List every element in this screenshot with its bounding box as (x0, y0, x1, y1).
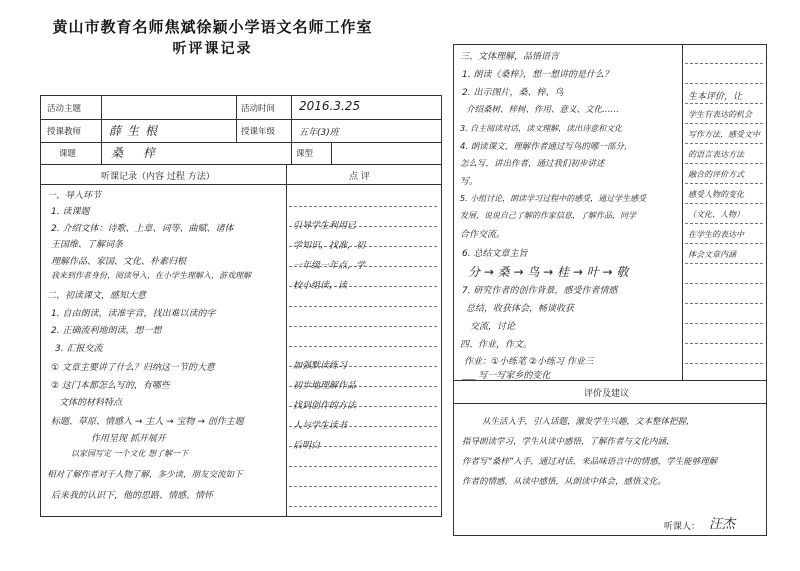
comment-line: 引导学生利用已 (293, 221, 357, 231)
right-form (453, 44, 767, 536)
comment-line: 初步地理解作品 (293, 381, 357, 391)
record-line: 3. 自主阅读对话，读文理解，读出诗意和文化 (460, 124, 623, 133)
comment-header: 点 评 (349, 172, 370, 182)
listener-signature: 汪杰 (709, 517, 736, 532)
comment-line: 的语言表达方法 (688, 150, 744, 159)
activity-time-value: 2016.3.25 (299, 99, 361, 113)
record-line: 我来到作者身份，阅读导入，在小学生理解入，游戏理解 (51, 271, 251, 280)
record-line: ___ 写一写家乡的变化 (462, 371, 551, 381)
activity-topic-label: 活动主题 (47, 104, 82, 114)
comment-line: 生本评价，让 (688, 92, 743, 102)
grade-label: 授课年级 (241, 127, 276, 137)
comment-line: 融合的评价方式 (688, 170, 744, 179)
record-line: 1. 自由朗读，读准字音，找出难以读的字 (51, 309, 216, 319)
record-line: 2. 正确流利地朗读，想一想 (51, 326, 162, 336)
comment-line: 写作方法，感受文中 (688, 130, 760, 139)
record-line: 7. 研究作者的创作背景，感受作者情感 (462, 286, 618, 296)
record-line: 相对了解作者对于人物了解，多少读，朋友交流如下 (47, 470, 243, 480)
lesson-value: 桑 梓 (111, 146, 163, 160)
lesson-label: 课题 (59, 149, 77, 159)
eval-line: 从生活入手，引入话题，激发学生兴趣，文本整体把握， (482, 417, 695, 427)
left-form (40, 95, 442, 517)
record-line: 以家园写定 一个文化 想了解一下 (71, 449, 189, 458)
record-line: 标题、草原、情感入 → 主人 → 宝物 → 创作主题 (51, 417, 244, 427)
comment-line: 人与学生读书 (293, 421, 348, 431)
record-line: 文体的材料特点 (59, 398, 123, 408)
comment-line: 体会文章内涵 (688, 250, 736, 259)
header-title: 黄山市教育名师焦斌徐颖小学语文名师工作室 (52, 18, 373, 36)
comment-line: 校小组读，读 (293, 281, 348, 291)
grade-value: 五年(3)班 (299, 128, 339, 138)
record-line: 交流，讨论 (470, 322, 516, 332)
record-header: 听课记录（内容 过程 方法） (101, 172, 215, 182)
record-line: 介绍桑树、梓树、作用、意义、文化…… (466, 105, 620, 115)
record-line: 一、导入环节 (47, 191, 102, 201)
record-line: 分 → 桑 → 鸟 → 桂 → 叶 → 敬 (468, 265, 629, 279)
record-line: 2. 介绍文体：诗歌、上章、词等、曲赋、诸体 (51, 224, 234, 234)
comment-line: 找到创作的方法 (293, 401, 357, 411)
course-type-label: 课型 (296, 149, 314, 159)
record-line: 二、初读课文，感知大意 (47, 291, 147, 301)
record-line: 总结，收获体会，畅谈收获 (466, 304, 575, 314)
record-line: 写。 (460, 177, 479, 187)
record-line: 后来我的认识下，他的思路、情感、情怀 (51, 491, 214, 501)
eval-line: 指导朗读学习，学生从读中感悟，了解作者与文化内涵， (462, 437, 675, 447)
comment-line: 学知识，找准，初 (293, 241, 366, 251)
activity-time-label: 活动时间 (241, 104, 276, 114)
comment-line: 学生有表达的机会 (688, 110, 752, 119)
record-line: 4. 朗读课文，理解作者通过写鸟的哪一部分， (460, 142, 633, 152)
record-line: 三、文体理解，品悟语言 (460, 52, 560, 62)
eval-line: 作者写“桑梓”入手，通过对话，来品味语言中的情感，学生能够理解 (462, 457, 718, 467)
teacher-label: 授课教师 (47, 127, 82, 137)
record-line: ① 文章主要讲了什么？归纳这一节的大意 (51, 363, 215, 373)
record-line: 作用呈现 抓开展开 (91, 434, 166, 444)
record-line: 作业：①小练笔 ②小练习 作业三 (464, 357, 594, 367)
record-line: 合作交流。 (460, 230, 506, 240)
record-line: 2. 出示图片，桑、梓、鸟 (462, 88, 564, 98)
record-line: 怎么写，讲出作者，通过我们初步讲述 (460, 159, 605, 169)
record-line: 5. 小组讨论，朗读学习过程中的感受，通过学生感受 (460, 194, 647, 203)
record-line: 1. 读课题 (51, 207, 90, 217)
comment-line: 一年级一年点，学 (293, 261, 366, 271)
record-line: 1. 朗读《桑梓》，想一想讲的是什么？ (462, 70, 613, 80)
eval-header: 评价及建议 (584, 389, 630, 399)
header-subtitle: 听评课记录 (172, 41, 253, 57)
comment-line: 后明白 (293, 441, 321, 451)
comment-line: 在学生的表达中 (688, 230, 744, 239)
eval-line: 作者的情感，从读中感悟，从朗读中体会，感悟文化。 (462, 477, 667, 487)
record-line: 3. 汇报交流 (55, 344, 103, 354)
record-line: 发展，说说自己了解的作家信息，了解作品，同学 (460, 211, 636, 220)
listener-label: 听课人： (664, 522, 701, 532)
record-line: 王国维、了解词条 (51, 240, 124, 250)
comment-line: （文化、人物） (688, 210, 744, 219)
record-line: ② 这门本都怎么写的，有哪些 (51, 381, 170, 391)
comment-line: 感受人物的变化 (688, 190, 744, 199)
comment-line: 加强默读练习 (293, 361, 348, 371)
record-line: 四、作业，作文。 (460, 340, 533, 350)
record-line: 理解作品、家国、文化、朴素归根 (51, 257, 187, 267)
teacher-value: 薛生根 (109, 124, 164, 138)
record-line: 6. 总结文章主旨 (462, 249, 528, 259)
